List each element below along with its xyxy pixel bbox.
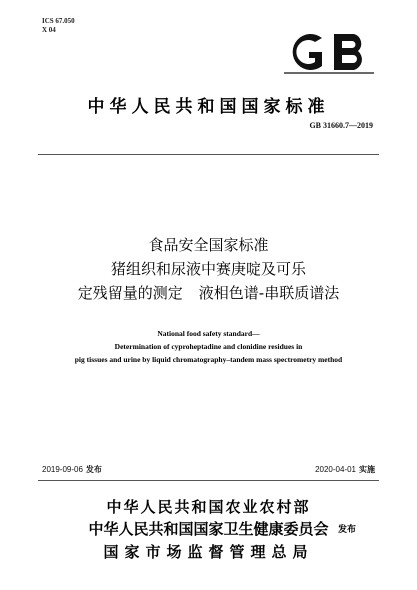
ccs-code: X 04 [42, 26, 56, 34]
issuer-line1: 中华人民共和国农业农村部 [106, 498, 311, 516]
gb-logo [282, 28, 376, 76]
title-zh-line2: 猪组织和尿液中赛庚啶及可乐 [110, 260, 306, 278]
title-zh-line1: 食品安全国家标准 [148, 236, 269, 254]
implement-date [315, 464, 375, 475]
classification-codes [42, 17, 75, 35]
bottom-divider [38, 480, 379, 481]
issue-date-value: 2019-09-06 [42, 465, 83, 474]
implement-label: 实施 [359, 465, 375, 474]
implement-date-value: 2020-04-01 [315, 465, 356, 474]
title-zh-line3a: 定残留量的测定 [77, 284, 183, 302]
issue-date [42, 464, 102, 475]
issuer-line2: 中华人民共和国国家卫生健康委员会 [88, 520, 329, 538]
title-en-line2: Determination of cyproheptadine and clonidine residues in [114, 342, 303, 351]
org-title: 中华人民共和国国家标准 [87, 97, 330, 117]
publish-label: 发布 [338, 525, 357, 535]
title-zh-line3b: 液相色谱-串联质谱法 [198, 284, 340, 302]
top-divider [38, 154, 379, 155]
title-en-line3: pig tissues and urine by liquid chromatography–tandem mass spectrometry method [74, 355, 343, 364]
title-en-line1: National food safety standard— [157, 329, 260, 338]
title-zh-line3 [0, 282, 417, 303]
ics-code: ICS 67.050 [42, 17, 75, 25]
issue-label: 发布 [85, 465, 102, 474]
issuer-line3: 国家市场监督管理总局 [103, 543, 314, 561]
standard-number: GB 31660.7—2019 [309, 121, 373, 130]
